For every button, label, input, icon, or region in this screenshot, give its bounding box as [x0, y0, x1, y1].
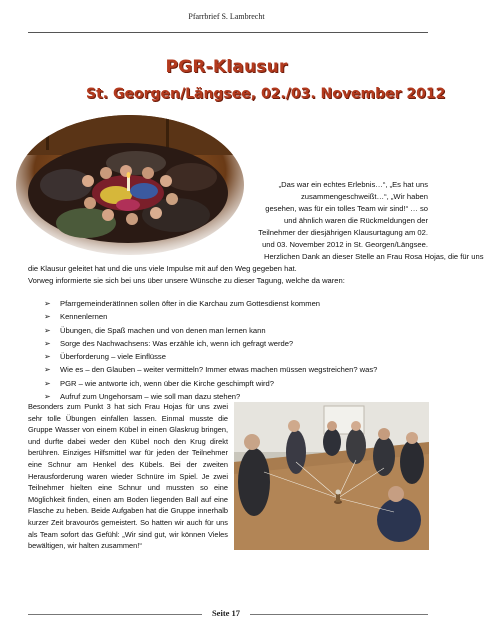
header-divider: [28, 32, 428, 33]
group-circle-photo: [16, 115, 244, 255]
page-header: Pfarrbrief S. Lambrecht: [188, 12, 265, 21]
intro-line: zusammengeschweißt…“, „Wir haben: [300, 192, 428, 201]
intro-line: Vorweg informierte sie sich bei uns über unsere Wünsche zu dieser Tagung, welche da waren:: [28, 276, 345, 285]
list-item: [44, 324, 428, 337]
arrow-bullet-icon: ➢: [44, 338, 51, 348]
intro-line: Herzlichen Dank an dieser Stelle an Frau Rosa Hojas, die für uns: [264, 252, 484, 261]
list-item-text: Übungen, die Spaß machen und von denen man lernen kann: [60, 325, 266, 335]
intro-line: und ähnlich waren die Rückmeldungen der: [284, 216, 428, 225]
list-item-text: Aufruf zum Ungehorsam – wie soll man dazu stehen?: [60, 392, 241, 402]
intro-line: und 03. November 2012 in St. Georgen/Längsee.: [262, 240, 428, 249]
list-item: [44, 350, 428, 363]
arrow-bullet-icon: ➢: [44, 365, 51, 375]
list-item: [44, 363, 428, 376]
exercise-paragraph: [28, 401, 228, 552]
page-number: Seite 17: [211, 608, 241, 618]
group-exercise-photo: [234, 402, 429, 550]
list-item: [44, 337, 428, 350]
arrow-bullet-icon: ➢: [44, 325, 51, 335]
footer-divider-left: [28, 614, 202, 615]
list-item: [44, 297, 428, 310]
paragraph-text: Besonders zum Punkt 3 hat sich Frau Hojas für uns zwei sehr tolle Übungen einfallen lassen. Einmal musste die Gruppe Wasser von einem Kübel in einen Glaskrug bringen, und durfte dabei weder den Kübel noch den Krug direkt berühren. Einziges Hilfsmittel war für jeden der Teilnehmer eine Schnur am Henkel des Kübels. Bei der zweiten Herausforderung waren wieder Schnüre im Spiel. Je zwei Teilnehmer hielten eine Schnur und mussten so eine Möglichkeit finden, einen am Boden liegenden Ball auf eine Flasche zu heben. Beide Aufgaben hat die Gruppe innerhalb kurzer Zeit bravourös gemeistert. So hatten wir auch für uns als Team sofort das Gefühl: „Wir sind gut, wir können Vieles bewältigen, wir halten zusammen!“: [28, 402, 228, 551]
article-subtitle: St. Georgen/Längsee, 02./03. November 2012: [86, 86, 446, 102]
list-item-text: PGR – wie antworte ich, wenn über die Kirche geschimpft wird?: [60, 378, 274, 388]
footer-divider-right: [250, 614, 428, 615]
list-item: [44, 310, 428, 323]
intro-line: gesehen, was für ein tolles Team wir sind!“ … so: [265, 204, 428, 213]
wishes-list: [44, 297, 428, 403]
list-item-text: Sorge des Nachwachsens: Was erzähle ich, wenn ich gefragt werde?: [60, 338, 294, 348]
list-item-text: Kennenlernen: [60, 312, 108, 322]
intro-line: die Klausur geleitet hat und die uns viele Impulse mit auf den Weg gegeben hat.: [28, 264, 297, 273]
list-item-text: PfarrgemeinderätInnen sollen öfter in die Karchau zum Gottesdienst kommen: [60, 299, 321, 308]
arrow-bullet-icon: ➢: [44, 299, 51, 308]
list-item-text: Wie es – den Glauben – weiter vermitteln? Immer etwas machen müssen wegstreichen? was?: [60, 365, 378, 375]
arrow-bullet-icon: ➢: [44, 392, 51, 402]
article-title: PGR-Klausur: [165, 57, 288, 77]
arrow-bullet-icon: ➢: [44, 312, 51, 322]
list-item: [44, 377, 428, 390]
intro-line: Teilnehmer der diesjährigen Klausurtagung am 02.: [258, 228, 428, 237]
intro-line: „Das war ein echtes Erlebnis…“, „Es hat uns: [278, 180, 428, 189]
arrow-bullet-icon: ➢: [44, 378, 51, 388]
arrow-bullet-icon: ➢: [44, 352, 51, 362]
list-item-text: Überforderung – viele Einflüsse: [60, 352, 166, 362]
